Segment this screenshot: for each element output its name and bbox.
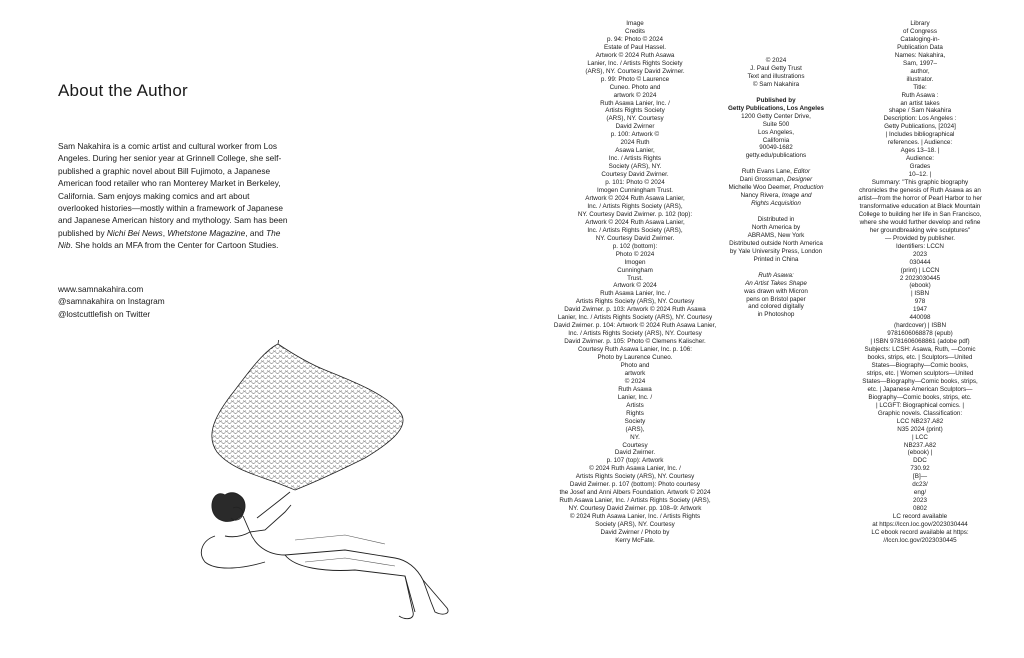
credit-line: the Josef and Anni Albers Foundation. Artwork © 2024 xyxy=(559,489,711,497)
bio-text: . She holds an MFA from the Center for Cartoon Studies. xyxy=(70,240,279,251)
address-line: Suite 500 xyxy=(762,120,790,128)
credit-line: p. 101: Photo © 2024 xyxy=(605,179,665,187)
publisher-info xyxy=(706,57,846,319)
credit-line: © 2024 Ruth Asawa Lanier, Inc. / xyxy=(589,465,681,473)
book-title: An Artist Takes Shape xyxy=(745,279,807,287)
credit-line: Inc. / Artists Rights xyxy=(608,155,662,163)
cip-line: Grades xyxy=(909,163,931,171)
credit-line: Courtesy xyxy=(622,441,648,449)
credit-line: 2024 Ruth xyxy=(620,139,650,147)
cip-line: (hardcover) | ISBN xyxy=(893,322,947,330)
cip-line: | LCC xyxy=(912,433,928,441)
cip-line: 0802 xyxy=(912,505,927,513)
credit-line: (ARS), NY. Courtesy xyxy=(606,115,664,123)
staff-line: Rights Acquisition xyxy=(751,200,801,208)
bio-publication: The Nib xyxy=(58,227,281,251)
cip-line: illustrator. xyxy=(906,75,934,83)
cip-line: Names: Nakahira, xyxy=(894,51,946,59)
cip-line: LCC NB237.A82 xyxy=(896,417,944,425)
distribution-line: Distributed outside North America xyxy=(729,239,823,247)
credit-line: artwork © 2024 xyxy=(613,91,657,99)
cip-line: strips, etc. | Women sculptors—United xyxy=(866,369,974,377)
distribution-line: Printed in China xyxy=(753,255,799,263)
credit-line: © 2024 Ruth Asawa Lanier, Inc. / Artists Rights xyxy=(569,513,701,521)
copyright-line: © Sam Nakahira xyxy=(752,80,800,88)
credit-line: Cuneo. Photo and xyxy=(609,83,661,91)
credit-line: Lanier, Inc. / Artists Rights Society (ARS), NY. Courtesy xyxy=(557,314,713,322)
distribution-line: Distributed in xyxy=(757,216,795,224)
cip-line: Ruth Asawa : xyxy=(901,91,939,99)
credit-line: Society (ARS), NY. Courtesy xyxy=(595,521,675,529)
copyright-line: J. Paul Getty Trust xyxy=(750,64,802,72)
cip-line: Identifiers: LCCN xyxy=(896,242,944,250)
cip-line: Sam, 1997– xyxy=(903,59,937,67)
cip-line: 1947 xyxy=(912,306,927,314)
credit-line: Photo © 2024 xyxy=(615,250,655,258)
credit-line: Estate of Paul Hassel. xyxy=(604,43,666,51)
copyright-line: Text and illustrations xyxy=(747,72,805,80)
published-by-label: Published by xyxy=(756,96,796,104)
cip-line: DDC xyxy=(913,457,927,465)
cip-line: references. | Audience: xyxy=(887,139,953,147)
credit-line: NY. Courtesy David Zwirner. p. 102 (top): xyxy=(577,210,693,218)
wire-sculpture xyxy=(195,340,465,500)
cip-line: (ebook) xyxy=(909,282,931,290)
staff-line: Michelle Woo Deemer, Production xyxy=(728,184,824,192)
credit-line: p. 94: Photo © 2024 xyxy=(606,35,664,43)
credit-line: Lanier, Inc. / Artists Rights Society xyxy=(587,59,683,67)
credit-line: © 2024 xyxy=(624,377,646,385)
cip-line: 030444 xyxy=(909,258,931,266)
address-line: California xyxy=(762,136,790,144)
cip-line: transformative education at Black Mountain xyxy=(859,202,981,210)
cip-line: Graphic novels. Classification: xyxy=(877,409,963,417)
cip-line: eng/ xyxy=(913,489,927,497)
staff-line: Dani Grossman, Designer xyxy=(739,176,813,184)
credit-line: Artists Rights Society (ARS), NY. Courtesy xyxy=(575,298,695,306)
credit-line: Trust. xyxy=(627,274,643,282)
cip-line: Subjects: LCSH: Asawa, Ruth, —Comic xyxy=(864,346,976,354)
cip-line: at https://lccn.loc.gov/2023030444 xyxy=(872,521,968,529)
credit-line: Lanier, Inc. / xyxy=(617,393,653,401)
website-link[interactable]: www.samnakahira.com xyxy=(58,284,144,294)
credit-line: David Zwirner. p. 105: Photo © Clemens Kalischer. xyxy=(564,338,706,346)
cip-line: | LCGFT: Biographical comics. | xyxy=(876,401,964,409)
credit-line: Ruth Asawa Lanier, Inc. / Artists Rights Society (ARS), xyxy=(559,497,711,505)
cip-line: //lccn.loc.gov/2023030445 xyxy=(883,536,957,544)
credit-line: NY. Courtesy David Zwirner. pp. 108–9: Artwork xyxy=(568,505,702,513)
credit-line: artwork xyxy=(624,369,646,377)
book-title: Ruth Asawa: xyxy=(758,271,794,279)
cip-line: 2023 xyxy=(912,250,927,258)
publisher-name: Getty Publications, Los Angeles xyxy=(728,104,824,112)
credit-line: Imogen xyxy=(624,258,646,266)
cip-line: dc23/ xyxy=(912,481,928,489)
credit-line: Rights xyxy=(626,409,644,417)
cip-line: Cataloging-in- xyxy=(900,35,940,43)
cip-line: | ISBN xyxy=(910,290,930,298)
credit-line: David Zwirner / Photo by xyxy=(600,529,670,536)
cip-line: chronicles the genesis of Ruth Asawa as an xyxy=(859,187,981,195)
cip-line: States—Biography—Comic books, strips, xyxy=(862,377,978,385)
distribution-line: ABRAMS, New York xyxy=(747,231,805,239)
credit-line: Courtesy Ruth Asawa Lanier, Inc. p. 106: xyxy=(577,346,693,354)
cip-line: Audience: xyxy=(905,155,934,163)
credit-line: Asawa Lanier, xyxy=(615,147,655,155)
credit-line: Artwork © 2024 Ruth Asawa xyxy=(595,51,675,59)
cip-line: author, xyxy=(910,67,930,75)
cip-line: N35 2024 (print) xyxy=(897,425,943,433)
credit-line: p. 102 (bottom): xyxy=(612,242,658,250)
technique-line: pens on Bristol paper xyxy=(746,295,806,303)
cip-line: of Congress xyxy=(903,27,937,35)
cip-line: — Provided by publisher. xyxy=(884,234,955,242)
cip-line: shape / Sam Nakahira xyxy=(888,107,952,115)
twitter-handle[interactable]: @lostcuttlefish on Twitter xyxy=(58,308,151,319)
cip-line: where she would further develop and refine xyxy=(859,218,981,226)
cip-line: (print) | LCCN xyxy=(900,266,940,274)
copyright-line: © 2024 xyxy=(765,57,787,64)
credit-line: Society (ARS), NY. xyxy=(608,163,662,171)
cip-line: etc. | Japanese American Sculptors— xyxy=(867,385,973,393)
credit-line: Artwork © 2024 Ruth Asawa Lanier, xyxy=(585,218,685,226)
cip-line: books, strips, etc. | Sculptors—United xyxy=(867,354,973,362)
cip-line: Publication Data xyxy=(897,43,943,51)
cip-line: 2023 xyxy=(912,497,927,505)
credit-line: David Zwirner xyxy=(615,123,655,131)
cip-line: Getty Publications, [2024] xyxy=(884,123,956,131)
credit-line: David Zwirner. p. 107 (bottom): Photo courtesy xyxy=(569,481,701,489)
cip-line: (ebook) | xyxy=(907,449,933,457)
cip-line: States—Biography—Comic books, xyxy=(871,361,969,369)
cip-line: LC record available xyxy=(892,513,948,521)
cip-line: artist—from the horror of Pearl Harbor to her xyxy=(858,194,982,202)
bio-publication: Nichi Bei News xyxy=(106,227,163,238)
cip-line: LC ebook record available at https: xyxy=(871,529,969,536)
cip-line: NB237.A82 xyxy=(903,441,937,449)
credit-line: Ruth Asawa Lanier, Inc. / xyxy=(600,290,670,298)
address-line: 1200 Getty Center Drive, xyxy=(741,112,811,120)
cip-line: 10–12. | xyxy=(908,171,932,179)
technique-line: and colored digitally xyxy=(748,303,804,311)
distribution-line: by Yale University Press, London xyxy=(729,247,823,255)
credit-line: Photo by Laurence Cuneo. xyxy=(597,354,673,362)
cip-line: 440098 xyxy=(909,314,931,322)
credit-line: (ARS), xyxy=(625,425,645,433)
credit-line: Cunningham xyxy=(617,266,653,274)
credit-line: Artwork © 2024 Ruth Asawa Lanier, xyxy=(585,194,685,202)
credit-line: Inc. / Artists Rights Society (ARS), xyxy=(587,202,683,210)
author-illustration xyxy=(195,340,465,622)
credit-line: Artists Rights Society (ARS), NY. Courtesy xyxy=(575,473,695,481)
technique-line: in Photoshop xyxy=(757,311,795,319)
cip-line: an artist takes xyxy=(900,99,940,107)
credit-line: NY. xyxy=(630,433,640,441)
publisher-url[interactable]: getty.edu/publications xyxy=(745,152,807,160)
credit-line: Credits xyxy=(625,27,645,35)
credit-line: Artists xyxy=(626,401,644,409)
credit-line: David Zwirner. p. 103: Artwork © 2024 Ruth Asawa xyxy=(564,306,706,314)
staff-line: Nancy Rivera, Image and xyxy=(740,192,812,200)
credit-line: Imogen Cunningham Trust. xyxy=(597,187,673,195)
credit-line: (ARS), NY. Courtesy David Zwirner. xyxy=(585,67,685,75)
credit-line: p. 107 (top): Artwork xyxy=(606,457,664,465)
cip-line: her groundbreaking wire sculptures" xyxy=(869,226,971,234)
credit-line: David Zwirner. xyxy=(614,449,656,457)
credit-line: Ruth Asawa xyxy=(618,385,652,393)
bio-publication: Whetstone Magazine xyxy=(167,227,246,238)
about-heading: About the Author xyxy=(58,81,188,100)
credit-line: Ruth Asawa Lanier, Inc. / xyxy=(600,99,670,107)
credit-line: Artists Rights Society xyxy=(605,107,665,115)
bio-text: , and xyxy=(245,227,267,238)
cip-line: | ISBN 9781606068861 (adobe pdf) xyxy=(870,338,970,346)
staff-line: Ruth Evans Lane, Editor xyxy=(741,168,811,176)
address-line: Los Angeles, xyxy=(757,128,795,136)
image-credits xyxy=(550,20,720,545)
cip-line: Summary: "This graphic biography xyxy=(871,179,969,187)
instagram-handle[interactable]: @samnakahira on Instagram xyxy=(58,296,165,307)
credit-line: p. 100: Artwork © xyxy=(610,131,660,139)
credit-line: Kerry McFate. xyxy=(615,536,655,544)
cip-line: [B]— xyxy=(913,473,927,481)
author-links xyxy=(58,283,165,320)
cip-line: Biography—Comic books, strips, etc. xyxy=(868,393,972,401)
bio-text: , xyxy=(162,227,168,238)
cip-line: College to building her life in San Francisco, xyxy=(858,210,982,218)
cip-line: 730.92 xyxy=(910,465,930,473)
credit-line: Image xyxy=(626,20,644,27)
cip-line: Library xyxy=(910,20,930,27)
credit-line: NY. Courtesy David Zwirner. xyxy=(595,234,675,242)
credit-line: Artwork © 2024 xyxy=(613,282,657,290)
cip-line: 978 xyxy=(914,298,926,306)
bio-text: Sam Nakahira is a comic artist and cultural worker from Los Angeles. During her senior year at Grinnell College, she self-published a graphic novel about Bill Fujimoto, a Japanese American food retailer who ran Monterey Market in Berkeley, California. Sam enjoys making comics and art about overlooked histories—mostly within a framework of Japanese and Japanese American history and mythology. Sam has been published by xyxy=(58,141,288,238)
distribution-line: North America by xyxy=(751,223,801,231)
credit-line: David Zwirner. p. 104: Artwork © 2024 Ruth Asawa Lanier, xyxy=(553,322,717,330)
credit-line: Photo and xyxy=(620,361,650,369)
credit-line: p. 99: Photo © Laurence xyxy=(600,75,670,83)
cip-line: Title: xyxy=(913,83,927,91)
credit-line: Inc. / Artists Rights Society (ARS), NY. Courtesy xyxy=(568,330,702,338)
technique-line: was drawn with Micron xyxy=(744,287,808,295)
cip-line: | Includes bibliographical xyxy=(885,131,955,139)
cip-line: 2 2023030445 xyxy=(899,274,941,282)
cip-line: 9781606068878 (epub) xyxy=(887,330,953,338)
credit-line: Courtesy David Zwirner. xyxy=(601,171,669,179)
reclining-figure xyxy=(201,492,448,619)
author-bio xyxy=(58,140,290,252)
cip-data xyxy=(850,20,990,545)
credit-line: Inc. / Artists Rights Society (ARS), xyxy=(587,226,683,234)
address-line: 90049-1682 xyxy=(759,144,793,152)
cip-line: Description: Los Angeles : xyxy=(883,115,957,123)
credit-line: Society xyxy=(624,417,646,425)
cip-line: Ages 13–18. | xyxy=(900,147,940,155)
